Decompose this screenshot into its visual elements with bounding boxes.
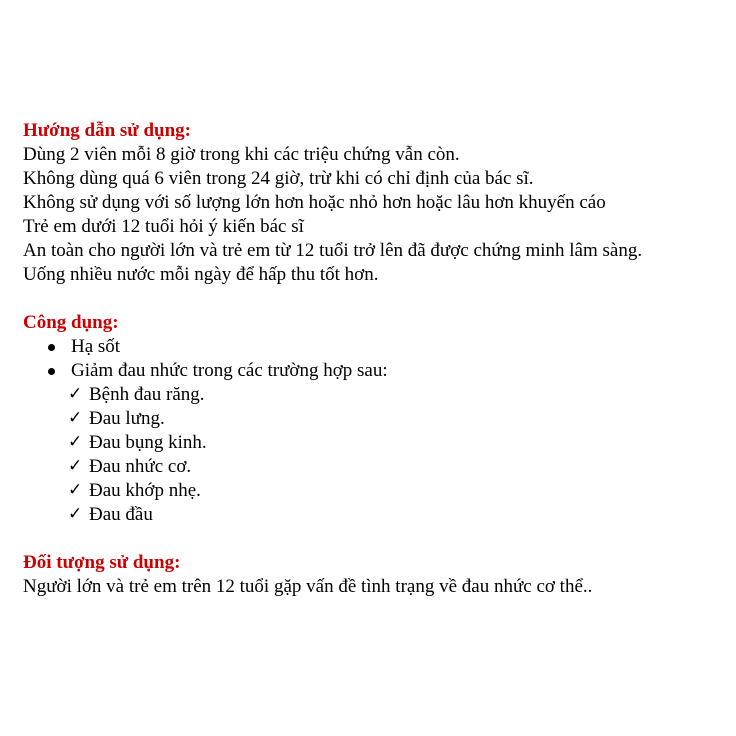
check-text: Đau đầu <box>89 504 153 525</box>
checkmark-icon: ✓ <box>68 456 83 476</box>
list-item <box>23 383 728 407</box>
audience-heading: Đối tượng sử dụng: <box>23 552 181 573</box>
list-item <box>23 479 728 503</box>
usage-line: Uống nhiều nước mỗi ngày để hấp thu tốt hơn. <box>23 264 379 285</box>
effects-heading: Công dụng: <box>23 312 119 333</box>
checkmark-icon: ✓ <box>68 432 83 452</box>
usage-line: Trẻ em dưới 12 tuổi hỏi ý kiến bác sĩ <box>23 216 304 237</box>
list-item <box>23 455 728 479</box>
check-text: Bệnh đau răng. <box>89 384 205 405</box>
check-text: Đau bụng kinh. <box>89 432 207 453</box>
checkmark-icon: ✓ <box>68 480 83 500</box>
usage-line: Không sử dụng với số lượng lớn hơn hoặc nhỏ hơn hoặc lâu hơn khuyến cáo <box>23 192 606 213</box>
usage-line: Không dùng quá 6 viên trong 24 giờ, trừ khi có chỉ định của bác sĩ. <box>23 168 534 189</box>
list-item <box>23 431 728 455</box>
checkmark-icon: ✓ <box>68 504 83 524</box>
check-text: Đau lưng. <box>89 408 165 429</box>
document-body <box>23 119 728 599</box>
list-item <box>23 335 728 359</box>
bullet-text: Giảm đau nhức trong các trường hợp sau: <box>71 360 388 381</box>
bullet-text: Hạ sốt <box>71 336 121 357</box>
list-item <box>23 407 728 431</box>
list-item <box>23 503 728 527</box>
bullet-icon <box>48 344 55 351</box>
audience-text: Người lớn và trẻ em trên 12 tuổi gặp vấn đề tình trạng về đau nhức cơ thể.. <box>23 576 593 597</box>
usage-heading: Hướng dẫn sử dụng: <box>23 120 191 141</box>
list-item <box>23 359 728 383</box>
check-text: Đau khớp nhẹ. <box>89 480 201 501</box>
checkmark-icon: ✓ <box>68 384 83 404</box>
section-spacer <box>23 527 728 551</box>
usage-line: An toàn cho người lớn và trẻ em từ 12 tuổi trở lên đã được chứng minh lâm sàng. <box>23 240 643 261</box>
usage-line: Dùng 2 viên mỗi 8 giờ trong khi các triệu chứng vẫn còn. <box>23 144 460 165</box>
bullet-icon <box>48 368 55 375</box>
section-spacer <box>23 287 728 311</box>
checkmark-icon: ✓ <box>68 408 83 428</box>
effects-bullet-list <box>23 335 728 383</box>
check-text: Đau nhức cơ. <box>89 456 192 477</box>
effects-check-list <box>23 383 728 527</box>
